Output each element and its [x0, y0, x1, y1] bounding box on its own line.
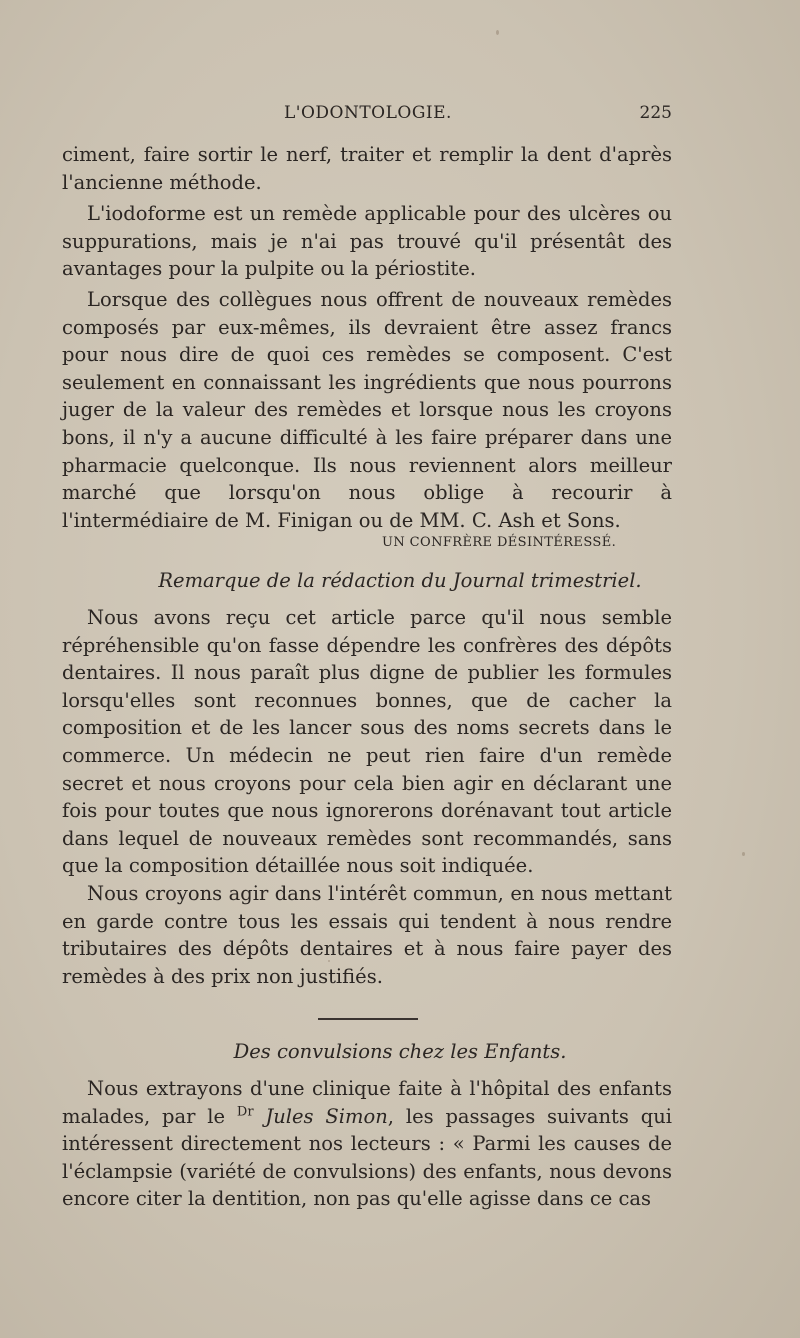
editorial-paragraph-1: Nous avons reçu cet article parce qu'il nous semble répréhensible qu'on fasse dépendre les confrères des dépôts dentaires. Il nous paraît plus digne de publier les formules lorsqu'elles sont reconnues bonnes, que de cacher la composition et de les lancer sous des noms secrets dans le commerce. Un médecin ne peut rien faire d'un remède secret et nous croyons pour cela bien agir en déclarant une fois pour toutes que nous ignorerons dorénavant tout article dans lequel de nouveaux remèdes sont recommandés, sans que la composition détaillée nous soit indiquée.	[62, 606, 672, 878]
author-signature: UN CONFRÈRE DÉSINTÉRESSÉ.	[382, 535, 617, 550]
paper-spot	[496, 30, 499, 35]
section-separator	[318, 1018, 418, 1020]
paper-spot	[328, 960, 330, 962]
paragraph-continuation: ciment, faire sortir le nerf, traiter et remplir la dent d'après l'ancienne méthode.	[62, 143, 672, 194]
running-title: L'ODONTOLOGIE.	[284, 103, 452, 123]
paragraph-lorsque: Lorsque des collègues nous offrent de nouveaux remèdes composés par eux-mêmes, ils devraient être assez francs pour nous dire de quoi ces remèdes se composent. C'est seulement en connaissant les ingrédients que nous pourrons juger de la valeur des remèdes et lorsque nous les croyons bons, il n'y a aucune difficulté à les faire préparer dans une pharmacie quelconque. Ils nous reviennent alors meilleur marché que lorsqu'on nous oblige à recourir à l'intermédiaire de M. Finigan ou de MM. C. Ash et Sons.	[62, 288, 672, 532]
paper-spot	[742, 852, 745, 856]
editorial-title: Remarque de la rédaction du Journal trimestriel.	[158, 569, 642, 592]
editorial-paragraph-2: Nous croyons agir dans l'intérêt commun, en nous mettant en garde contre tous les essais qui tendent à nous rendre tributaires des dépôts dentaires et à nous faire payer des remèdes à des prix non justifiés.	[62, 882, 672, 988]
article-paragraph	[62, 1075, 672, 1213]
paragraph-iodoforme: L'iodoforme est un remède applicable pour des ulcères ou suppurations, mais je n'ai pas trouvé qu'il présentât des avantages pour la pulpite ou la périostite.	[62, 202, 672, 281]
article-title: Des convulsions chez les Enfants.	[233, 1040, 567, 1063]
article-rest-text: , les passages suivants qui intéressent directement nos lecteurs : « Parmi les causes de l'éclampsie (variété de convulsions) des enfants, nous devons encore citer la dentition, non pas qu'elle agisse dans ce cas	[62, 1104, 673, 1211]
doctor-name: Jules Simon	[265, 1104, 388, 1128]
article-lead-text: Nous extrayons d'une clinique faite à l'hôpital des enfants malades, par le	[62, 1077, 672, 1128]
page-number: 225	[639, 103, 672, 123]
page-header	[62, 103, 672, 129]
doctor-title: Dr	[236, 1104, 254, 1120]
